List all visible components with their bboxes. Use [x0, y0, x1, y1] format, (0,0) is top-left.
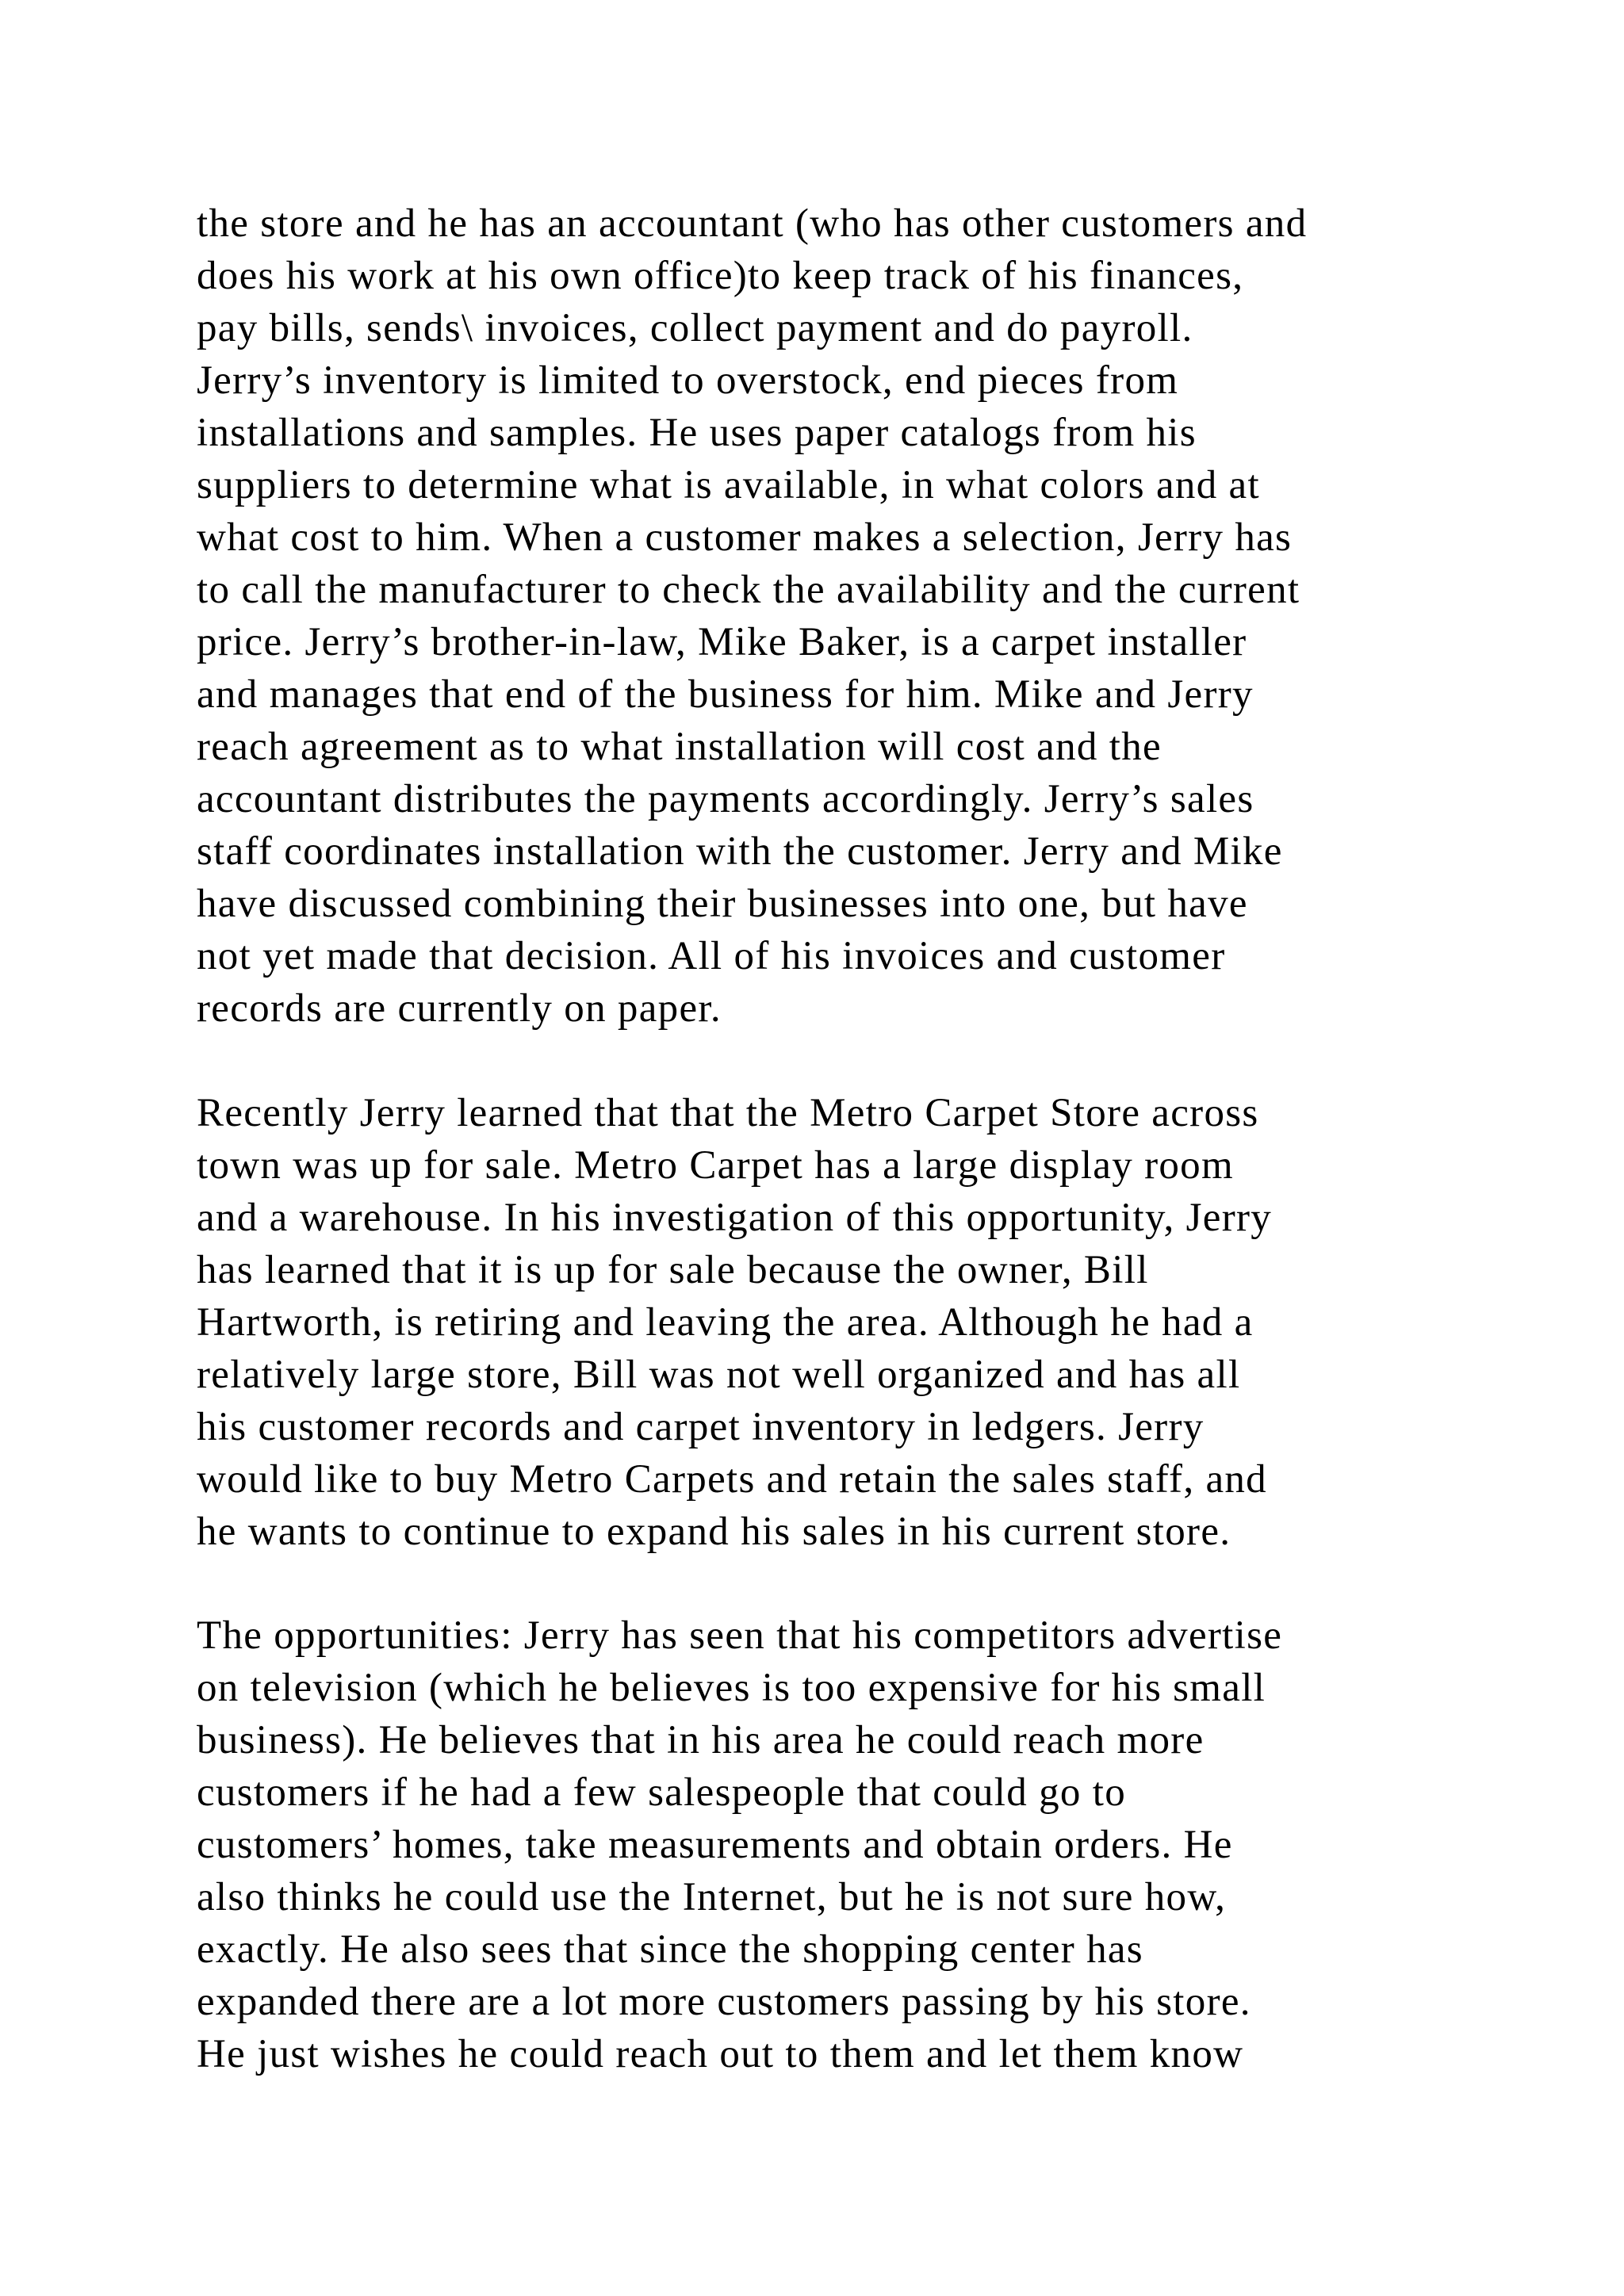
text-line: he wants to continue to expand his sales in his current store.: [197, 1510, 1231, 1554]
text-line: Recently Jerry learned that that the Metro Carpet Store across: [197, 1091, 1259, 1135]
text-line: also thinks he could use the Internet, but he is not sure how,: [197, 1875, 1227, 1919]
text-line: to call the manufacturer to check the availability and the current: [197, 568, 1300, 612]
text-line: reach agreement as to what installation will cost and the: [197, 725, 1162, 769]
text-line: not yet made that decision. All of his invoices and customer: [197, 934, 1226, 978]
text-line: He just wishes he could reach out to them and let them know: [197, 2032, 1244, 2076]
text-line: the store and he has an accountant (who has other customers and: [197, 201, 1308, 246]
paragraph-1: [197, 197, 1529, 1035]
text-line: does his work at his own office)to keep track of his finances,: [197, 254, 1244, 298]
text-line: Hartworth, is retiring and leaving the area. Although he had a: [197, 1300, 1254, 1345]
text-line: price. Jerry’s brother-in-law, Mike Baker, is a carpet installer: [197, 620, 1247, 664]
text-line: The opportunities: Jerry has seen that his competitors advertise: [197, 1613, 1283, 1658]
text-line: installations and samples. He uses paper catalogs from his: [197, 411, 1197, 455]
text-line: has learned that it is up for sale because the owner, Bill: [197, 1248, 1149, 1292]
text-line: pay bills, sends\ invoices, collect payment and do payroll.: [197, 306, 1193, 350]
text-line: would like to buy Metro Carpets and retain the sales staff, and: [197, 1457, 1267, 1502]
text-line: accountant distributes the payments accordingly. Jerry’s sales: [197, 777, 1254, 821]
text-line: staff coordinates installation with the customer. Jerry and Mike: [197, 829, 1283, 874]
text-line: suppliers to determine what is available, in what colors and at: [197, 463, 1260, 507]
text-line: town was up for sale. Metro Carpet has a large display room: [197, 1143, 1234, 1188]
text-line: exactly. He also sees that since the shopping center has: [197, 1927, 1143, 1972]
text-line: business). He believes that in his area he could reach more: [197, 1718, 1205, 1762]
paragraph-3: [197, 1609, 1529, 2080]
text-line: records are currently on paper.: [197, 986, 722, 1031]
text-line: and a warehouse. In his investigation of this opportunity, Jerry: [197, 1196, 1273, 1240]
text-line: his customer records and carpet inventory in ledgers. Jerry: [197, 1405, 1205, 1449]
text-line: on television (which he believes is too expensive for his small: [197, 1666, 1266, 1710]
paragraph-2: [197, 1087, 1529, 1558]
text-line: and manages that end of the business for him. Mike and Jerry: [197, 672, 1254, 717]
text-line: expanded there are a lot more customers passing by his store.: [197, 1980, 1251, 2024]
text-line: customers’ homes, take measurements and obtain orders. He: [197, 1823, 1233, 1867]
text-line: customers if he had a few salespeople that could go to: [197, 1770, 1127, 1815]
text-line: Jerry’s inventory is limited to overstock, end pieces from: [197, 358, 1179, 403]
text-line: what cost to him. When a customer makes a selection, Jerry has: [197, 515, 1293, 560]
text-line: relatively large store, Bill was not well organized and has all: [197, 1353, 1241, 1397]
text-line: have discussed combining their businesses into one, but have: [197, 882, 1248, 926]
